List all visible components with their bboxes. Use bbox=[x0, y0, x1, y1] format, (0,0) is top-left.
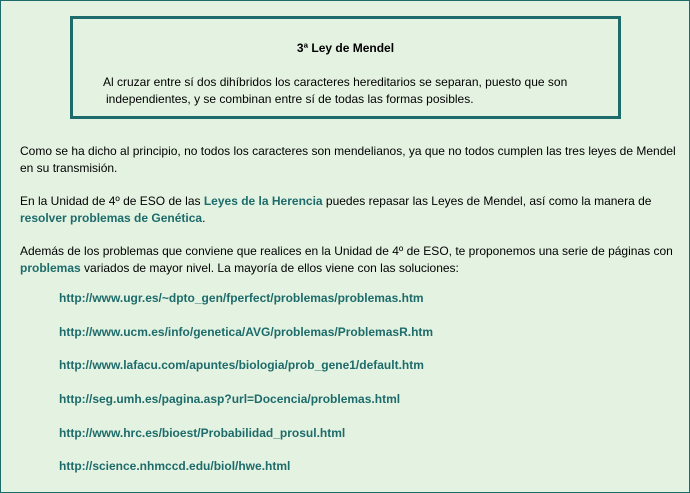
link-problemas[interactable]: problemas bbox=[20, 261, 81, 275]
url-link-2[interactable]: http://www.ucm.es/info/genetica/AVG/problemas/ProblemasR.htm bbox=[59, 325, 434, 339]
paragraph-2-mid: puedes repasar las Leyes de Mendel, así como la manera de bbox=[322, 194, 652, 208]
url-link-6[interactable]: http://science.nhmccd.edu/biol/hwe.html bbox=[59, 459, 291, 473]
url-link-4[interactable]: http://seg.umh.es/pagina.asp?url=Docencia/problemas.html bbox=[59, 392, 401, 406]
paragraph-2-post: . bbox=[202, 211, 206, 225]
law-text-line-1: Al cruzar entre sí dos dihíbridos los caracteres hereditarios se separan, puesto que son bbox=[103, 75, 568, 89]
paragraph-3-post: variados de mayor nivel. La mayoría de ellos viene con las soluciones: bbox=[80, 261, 459, 275]
paragraph-problems bbox=[20, 243, 680, 277]
url-link-5[interactable]: http://www.hrc.es/bioest/Probabilidad_prosul.html bbox=[59, 426, 346, 440]
url-link-1[interactable]: http://www.ugr.es/~dpto_gen/fperfect/problemas/problemas.htm bbox=[59, 291, 424, 305]
law-title: 3ª Ley de Mendel bbox=[296, 41, 395, 55]
law-box bbox=[70, 16, 621, 119]
law-text-line-2: independientes, y se combinan entre sí de todas las formas posibles. bbox=[106, 92, 474, 106]
link-resolver-problemas[interactable]: resolver problemas de Genética bbox=[20, 211, 203, 225]
paragraph-1-text: Como se ha dicho al principio, no todos los caracteres son mendelianos, ya que no todos cumplen las tres leyes de Mendel en su transmisión. bbox=[20, 144, 676, 175]
url-link-3[interactable]: http://www.lafacu.com/apuntes/biologia/prob_gene1/default.htm bbox=[59, 358, 424, 372]
paragraph-review bbox=[20, 193, 680, 227]
paragraph-3-pre: Además de los problemas que conviene que realices en la Unidad de 4º de ESO, te proponemos una serie de páginas con bbox=[20, 244, 673, 258]
paragraph-2-pre: En la Unidad de 4º de ESO de las bbox=[20, 194, 204, 208]
link-leyes-herencia[interactable]: Leyes de la Herencia bbox=[203, 194, 323, 208]
law-text bbox=[103, 74, 567, 108]
paragraph-non-mendelian bbox=[20, 143, 680, 177]
